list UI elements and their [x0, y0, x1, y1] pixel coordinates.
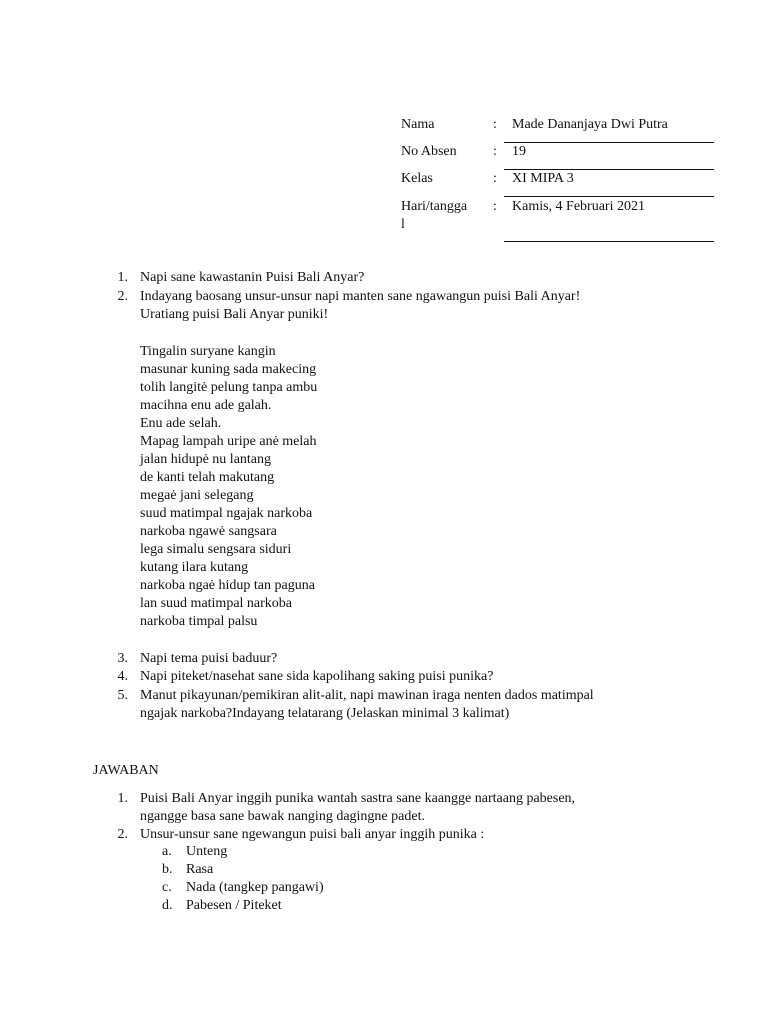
answer-text: Puisi Bali Anyar inggih punika wantah sastra sane kaangge nartaang pabesen,	[140, 791, 576, 806]
question-text: Napi sane kawastanin Puisi Bali Anyar?	[140, 270, 365, 285]
sublist-letter: c.	[162, 880, 172, 895]
poem-line: megaė jani selegang	[140, 488, 254, 503]
question-number: 4.	[117, 669, 128, 684]
sublist-letter: a.	[162, 844, 172, 859]
answer-text: Unsur-unsur sane ngewangun puisi bali anyar inggih punika :	[140, 827, 485, 842]
poem-line: narkoba ngaė hidup tan paguna	[140, 578, 315, 593]
poem-line: kutang ilara kutang	[140, 560, 249, 575]
poem-line: narkoba ngawė sangsara	[140, 524, 277, 539]
poem-line: jalan hidupė nu lantang	[140, 452, 272, 467]
absen-value: 19	[512, 144, 526, 159]
question-number: 2.	[117, 289, 128, 304]
colon: :	[493, 199, 497, 214]
poem-line: lan suud matimpal narkoba	[140, 596, 293, 611]
question-text-cont: ngajak narkoba?Indayang telatarang (Jelaskan minimal 3 kalimat)	[140, 706, 510, 721]
question-number: 1.	[117, 270, 128, 285]
question-text: Indayang baosang unsur-unsur napi manten sane ngawangun puisi Bali Anyar!	[140, 289, 581, 304]
sublist-item: Unteng	[186, 844, 228, 859]
poem-line: suud matimpal ngajak narkoba	[140, 506, 313, 521]
sublist-item: Pabesen / Piteket	[186, 898, 282, 913]
sublist-letter: d.	[162, 898, 173, 913]
question-number: 5.	[117, 688, 128, 703]
name-value: Made Dananjaya Dwi Putra	[512, 117, 668, 132]
sublist-item: Nada (tangkep pangawi)	[186, 880, 324, 895]
answer-number: 2.	[117, 827, 128, 842]
underline	[504, 142, 714, 143]
sublist-letter: b.	[162, 862, 173, 877]
sublist-item: Rasa	[186, 862, 214, 877]
poem-line: masunar kuning sada makecing	[140, 362, 317, 377]
question-text: Napi tema puisi baduur?	[140, 651, 278, 666]
poem-line: Enu ade selah.	[140, 416, 222, 431]
answer-text-cont: ngangge basa sane bawak nanging dagingne padet.	[140, 809, 425, 824]
question-number: 3.	[117, 651, 128, 666]
kelas-value: XI MIPA 3	[512, 171, 574, 186]
date-label: Hari/tangga	[401, 199, 468, 214]
poem-line: Tingalin suryane kangin	[140, 344, 276, 359]
underline	[504, 196, 714, 197]
name-label: Nama	[401, 117, 435, 132]
absen-label: No Absen	[401, 144, 457, 159]
poem-line: tolih langitė pelung tanpa ambu	[140, 380, 318, 395]
question-text-cont: Uratiang puisi Bali Anyar puniki!	[140, 307, 329, 322]
answers-heading: JAWABAN	[93, 763, 159, 778]
answer-number: 1.	[117, 791, 128, 806]
poem-line: narkoba timpal palsu	[140, 614, 258, 629]
poem-line: Mapag lampah uripe anė melah	[140, 434, 317, 449]
poem-line: macihna enu ade galah.	[140, 398, 272, 413]
colon: :	[493, 117, 497, 132]
question-text: Napi piteket/nasehat sane sida kapolihang saking puisi punika?	[140, 669, 494, 684]
poem-line: lega simalu sengsara siduri	[140, 542, 292, 557]
colon: :	[493, 144, 497, 159]
date-value: Kamis, 4 Februari 2021	[512, 199, 645, 214]
underline	[504, 241, 714, 242]
colon: :	[493, 171, 497, 186]
question-text: Manut pikayunan/pemikiran alit-alit, napi mawinan iraga nenten dados matimpal	[140, 688, 594, 703]
poem-line: de kanti telah makutang	[140, 470, 275, 485]
kelas-label: Kelas	[401, 171, 433, 186]
date-label-wrap: l	[401, 217, 405, 232]
